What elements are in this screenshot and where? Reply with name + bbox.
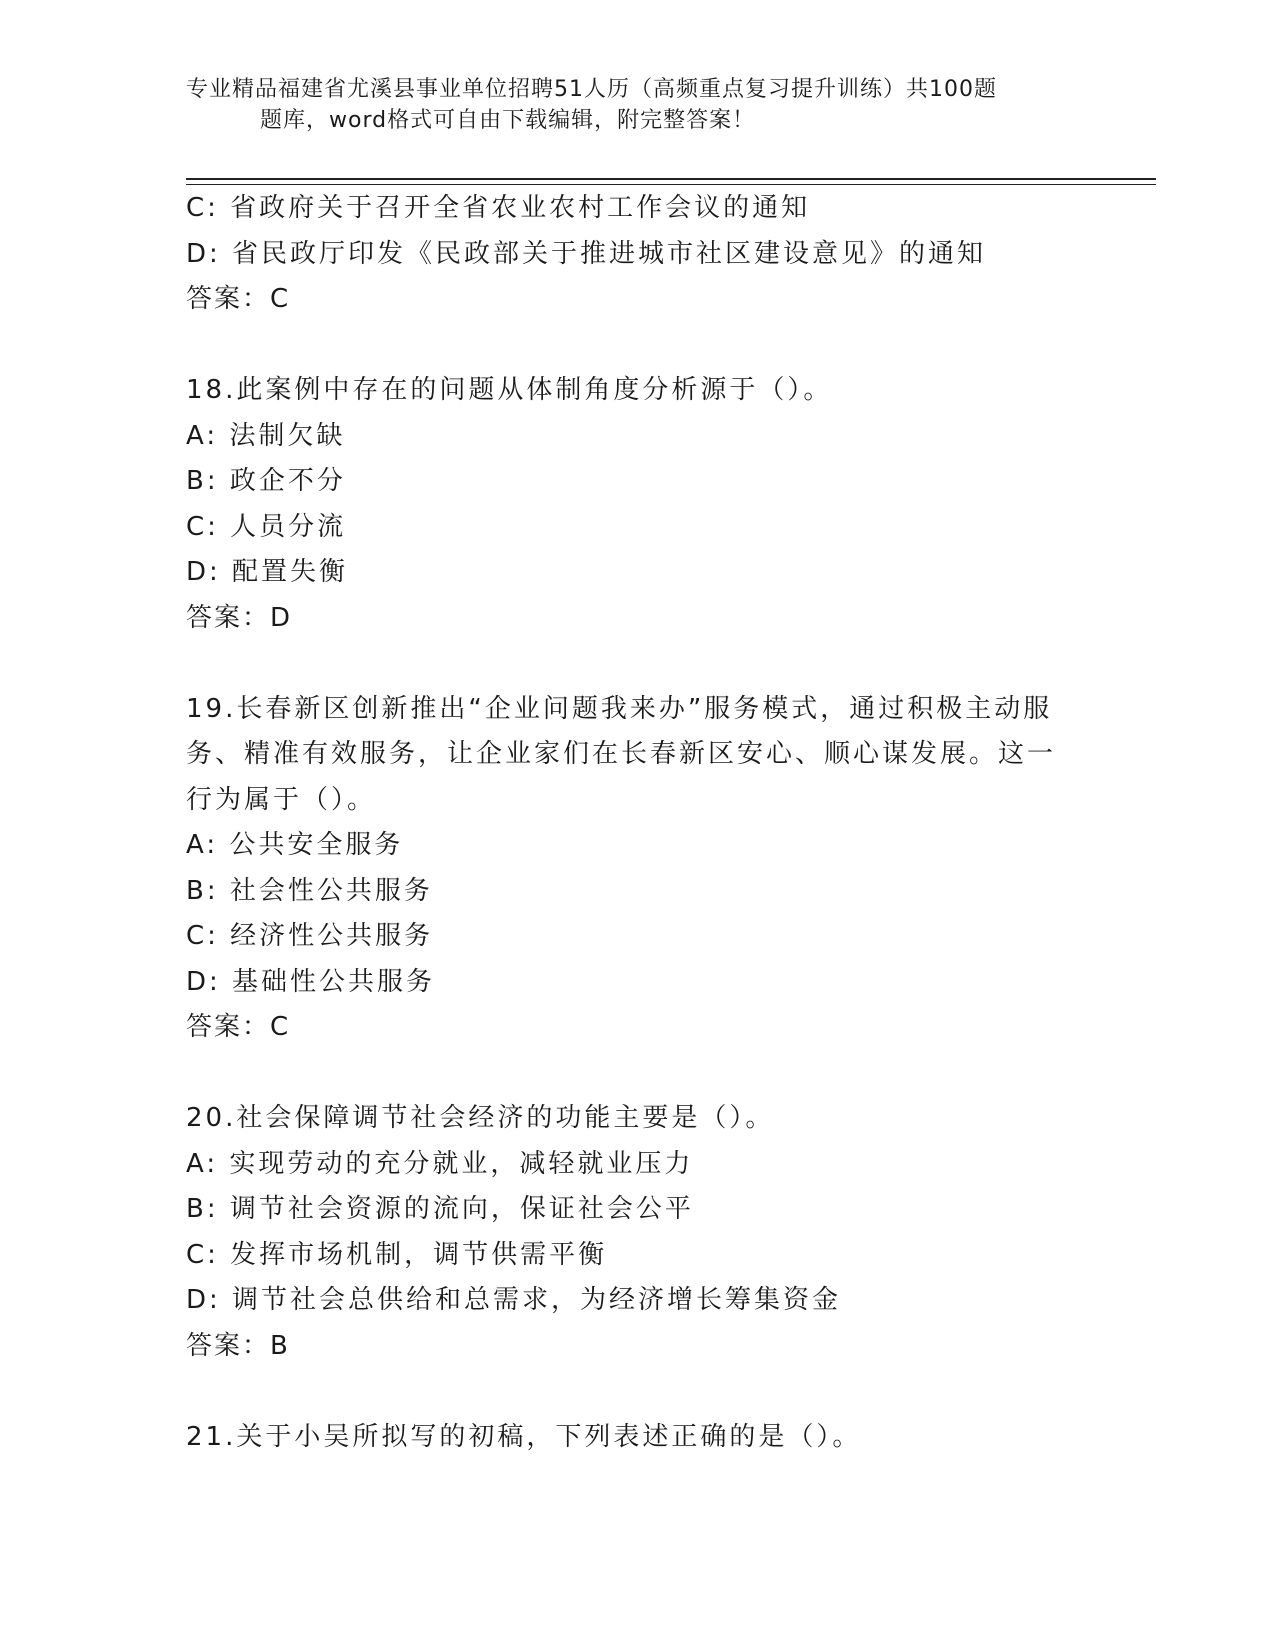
q21-question: 21.关于小吴所拟写的初稿，下列表述正确的是（）。	[186, 1421, 862, 1452]
page-header	[186, 74, 1086, 136]
q20-option-b: B: 调节社会资源的流向，保证社会公平	[186, 1194, 694, 1224]
header-divider-thick	[186, 178, 1156, 180]
q18-option-a: A: 法制欠缺	[186, 420, 346, 451]
q17-option-d: D: 省民政厅印发《民政部关于推进城市社区建设意见》的通知	[186, 238, 987, 269]
q19-question-line2: 务、精准有效服务，让企业家们在长春新区安心、顺心谋发展。这一	[186, 739, 1057, 769]
q19-option-c: C: 经济性公共服务	[186, 921, 434, 951]
q20-option-c: C: 发挥市场机制，调节供需平衡	[186, 1239, 608, 1270]
spacer	[186, 1051, 1146, 1097]
q17-option-c: C: 省政府关于召开全省农业农村工作会议的通知	[186, 193, 811, 223]
q20-question: 20.社会保障调节社会经济的功能主要是（）。	[186, 1103, 775, 1133]
q20-option-a: A: 实现劳动的充分就业，减轻就业压力	[186, 1148, 694, 1179]
q18-answer: 答案：D	[186, 602, 293, 633]
q17-answer: 答案：C	[186, 284, 291, 314]
header-divider-thin	[186, 184, 1156, 185]
q20-answer: 答案：B	[186, 1330, 290, 1361]
q19-option-a: A: 公共安全服务	[186, 830, 404, 860]
q19-option-b: B: 社会性公共服务	[186, 875, 433, 906]
spacer	[186, 323, 1146, 369]
q18-option-d: D: 配置失衡	[186, 557, 349, 587]
q19-option-d: D: 基础性公共服务	[186, 966, 436, 997]
spacer	[186, 1369, 1146, 1415]
q20-option-d: D: 调节社会总供给和总需求，为经济增长筹集资金	[186, 1285, 842, 1315]
q18-option-c: C: 人员分流	[186, 511, 347, 542]
q19-question-line1: 19.长春新区创新推出“企业问题我来办”服务模式，通过积极主动服	[186, 693, 1053, 724]
q18-option-b: B: 政企不分	[186, 466, 346, 496]
q18-question: 18.此案例中存在的问题从体制角度分析源于（）。	[186, 375, 833, 405]
q19-answer: 答案：C	[186, 1012, 291, 1042]
question-content	[186, 186, 1146, 1460]
header-title-line2: 题库，word格式可自由下载编辑，附完整答案！	[260, 108, 756, 133]
q19-question-line3: 行为属于（）。	[186, 784, 377, 815]
header-title-line1: 专业精品福建省尤溪县事业单位招聘51人历（高频重点复习提升训练）共100题	[186, 77, 997, 102]
spacer	[186, 641, 1146, 687]
